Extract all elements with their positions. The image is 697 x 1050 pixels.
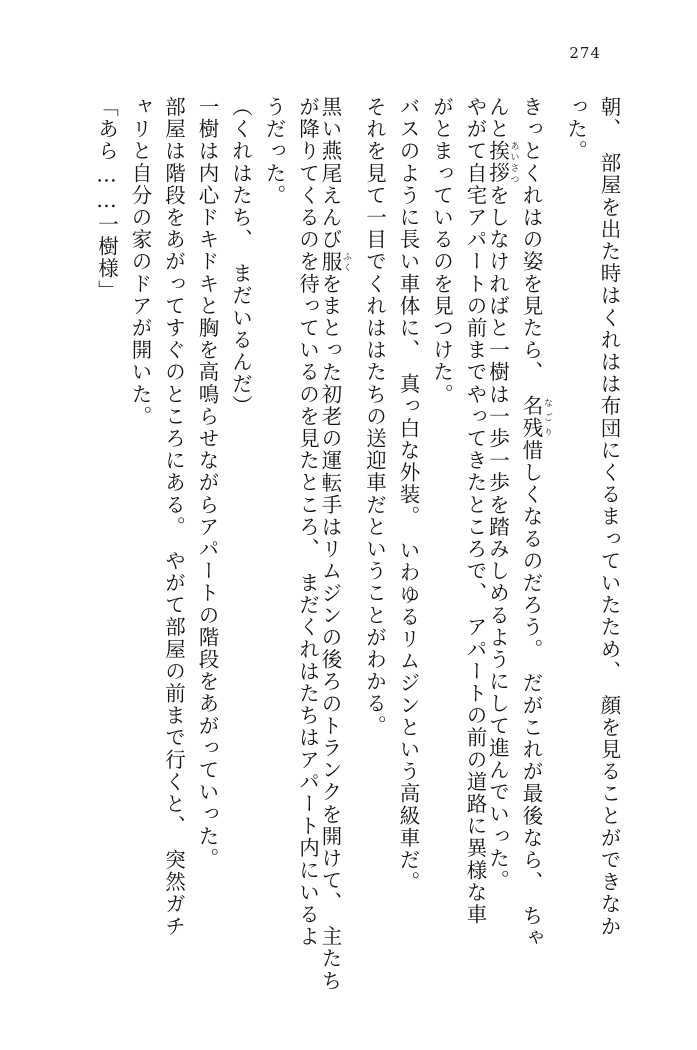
text-column: それを見て一目でくれははたちの送迎車だということがわかる。 <box>362 96 387 737</box>
text-column: った。 <box>563 96 588 163</box>
text-column: やがて自宅アパートの前までやってきたところで、 アパートの前の道路に異様な車 <box>463 96 487 926</box>
ruby-annotation: 名残 なごり <box>519 395 552 440</box>
text-column: ャリと自分の家のドアが開いた。 <box>128 96 152 428</box>
text-column: がとまっているのを見つけた。 <box>429 96 454 406</box>
text-column: んと挨拶 あいさつをしなければと一樹は一歩一歩を踏みしめるようにして進んでいった。 <box>485 96 519 892</box>
text-column: 部屋は階段をあがってすぐのところにある。 やがて部屋の前まで行くと、 突然ガチ <box>161 96 186 938</box>
text-column: 一樹は内心ドキドキと胸を高鳴らせながらアパートの階段をあがっていった。 <box>195 96 219 870</box>
text-column: （くれはたち、 まだいるんだ） <box>228 96 253 418</box>
vertical-text-body <box>40 96 621 992</box>
text-column: 黒い燕尾えんび服 ふくをまとった初老の運転手はリムジンの後ろのトランクを開けて、 主たち <box>318 96 351 992</box>
text-column: 朝、 部屋を出た時はくれはは布団にくるまっていたため、 顔を見ることができなか <box>597 96 621 938</box>
page-number: 274 <box>569 44 601 62</box>
ruby-annotation: 挨拶 あいさつ <box>485 140 519 185</box>
text-column: 「あら……一樹様」 <box>94 96 119 302</box>
text-column: うだった。 <box>262 96 286 207</box>
text-column: が降りてくるのを待っているのを見たところ、 まだくれはたちはアパート内にいるよ <box>295 96 320 948</box>
text-column: バスのように長い車体に、 真っ白な外装。 いわゆるリムジンという高級車だ。 <box>396 96 420 894</box>
text-column: きっとくれはの姿を見たら、 名残 なごり惜しくなるのだろう。 だがこれが最後なら、 ちゃ <box>519 96 552 950</box>
ruby-annotation: 服 ふく <box>318 250 351 273</box>
